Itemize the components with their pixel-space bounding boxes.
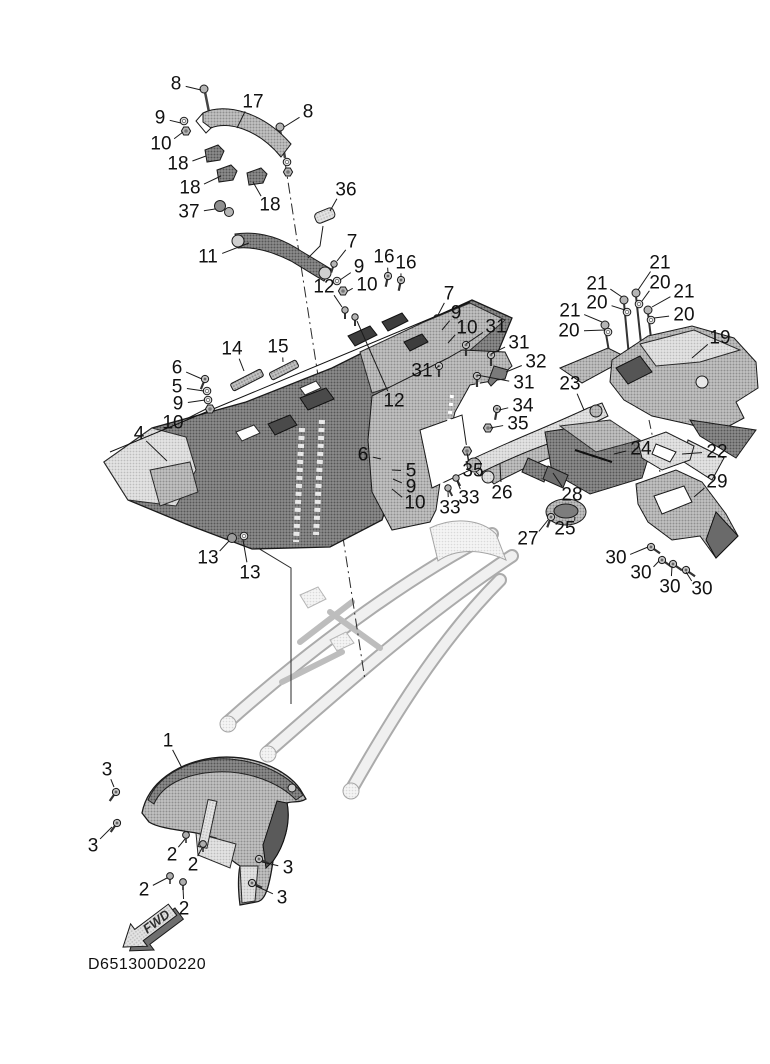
callout-label-30: 30 — [691, 578, 713, 600]
callout-label-25: 25 — [554, 518, 576, 540]
callout-label-10: 10 — [356, 274, 378, 296]
ghost-frame — [220, 521, 512, 799]
leader-line-2 — [153, 878, 167, 885]
fwd-arrow — [115, 897, 188, 964]
callout-label-31: 31 — [508, 332, 530, 354]
leader-line-27 — [539, 520, 548, 531]
front-fender-group — [107, 757, 306, 905]
callout-label-3: 3 — [276, 887, 288, 909]
strip-14 — [230, 369, 264, 392]
callout-label-5: 5 — [171, 376, 183, 398]
leader-line-7 — [337, 250, 346, 261]
callout-label-14: 14 — [221, 338, 243, 360]
callout-label-8: 8 — [302, 101, 314, 123]
bolt-8a — [200, 85, 208, 93]
callout-label-7: 7 — [346, 231, 358, 253]
leader-line-21 — [652, 297, 670, 307]
cap-36 — [313, 207, 336, 225]
callout-label-2: 2 — [138, 879, 150, 901]
callout-label-35: 35 — [462, 460, 484, 482]
callout-label-33: 33 — [439, 497, 461, 519]
leader-line-13 — [220, 541, 229, 551]
callout-label-28: 28 — [561, 484, 583, 506]
leader-line-21 — [584, 315, 602, 322]
callout-label-6: 6 — [357, 444, 369, 466]
damper-18b — [217, 165, 237, 182]
leader-line-9 — [188, 400, 205, 403]
callout-label-19: 19 — [709, 327, 731, 349]
callout-label-3: 3 — [282, 857, 294, 879]
callout-label-27: 27 — [517, 528, 539, 550]
callout-label-9: 9 — [405, 476, 417, 498]
leader-line-20 — [642, 291, 649, 301]
leader-line-10 — [174, 132, 183, 139]
callout-label-10: 10 — [404, 492, 426, 514]
leader-line-2 — [178, 839, 185, 847]
callout-label-8: 8 — [170, 73, 182, 95]
rear-stay-group — [466, 403, 652, 529]
callout-label-12: 12 — [383, 390, 405, 412]
callout-label-31: 31 — [485, 316, 507, 338]
stay-11 — [235, 233, 331, 281]
leader-line-18 — [192, 156, 206, 161]
drawing-code: D651300D0220 — [88, 956, 207, 973]
leader-line-8 — [284, 117, 300, 127]
callout-label-13: 13 — [197, 547, 219, 569]
callout-label-26: 26 — [491, 482, 513, 504]
bolt-21c — [644, 306, 652, 314]
callout-label-2: 2 — [187, 854, 199, 876]
bolt-21b — [632, 289, 640, 297]
callout-label-12: 12 — [313, 276, 335, 298]
leader-line-9 — [170, 120, 181, 123]
callout-label-18: 18 — [167, 153, 189, 175]
callout-label-5: 5 — [405, 460, 417, 482]
callout-label-10: 10 — [162, 412, 184, 434]
leader-line-6 — [186, 372, 202, 379]
callout-label-3: 3 — [87, 835, 99, 857]
leader-line-10 — [348, 288, 353, 291]
callout-label-30: 30 — [659, 576, 681, 598]
callout-label-2: 2 — [166, 844, 178, 866]
callout-label-22: 22 — [706, 441, 728, 463]
callout-label-15: 15 — [267, 336, 289, 358]
clamp-37 — [215, 201, 226, 212]
callout-label-31: 31 — [513, 372, 535, 394]
callout-label-9: 9 — [450, 302, 462, 324]
bolt-21a — [620, 296, 628, 304]
callout-label-32: 32 — [525, 351, 547, 373]
leader-line-8 — [186, 86, 201, 90]
callout-label-31: 31 — [411, 360, 433, 382]
callout-label-10: 10 — [456, 317, 478, 339]
callout-label-20: 20 — [649, 272, 671, 294]
callout-label-3: 3 — [101, 759, 113, 781]
leader-line-20 — [584, 330, 605, 331]
callout-label-1: 1 — [162, 730, 174, 752]
callout-label-23: 23 — [559, 373, 581, 395]
callout-label-9: 9 — [353, 256, 365, 278]
callout-label-9: 9 — [172, 393, 184, 415]
callout-label-21: 21 — [586, 273, 608, 295]
callout-label-34: 34 — [512, 395, 534, 417]
callout-label-20: 20 — [673, 304, 695, 326]
damper-18c — [247, 168, 267, 185]
callout-label-9: 9 — [154, 107, 166, 129]
callout-label-24: 24 — [630, 438, 652, 460]
callout-label-16: 16 — [395, 252, 417, 274]
strip-15 — [269, 360, 299, 381]
leader-line-23 — [577, 394, 584, 410]
callout-label-17: 17 — [242, 91, 264, 113]
damper-18a — [205, 145, 224, 162]
callout-label-18: 18 — [179, 177, 201, 199]
callout-label-10: 10 — [150, 133, 172, 155]
leader-line-21 — [610, 289, 622, 297]
callout-label-13: 13 — [239, 562, 261, 584]
leader-line-30 — [630, 547, 648, 554]
callout-label-36: 36 — [335, 179, 357, 201]
callout-label-35: 35 — [507, 413, 529, 435]
callout-label-7: 7 — [443, 283, 455, 305]
leader-line-12 — [334, 295, 342, 307]
leader-line-1 — [173, 750, 182, 768]
callout-label-20: 20 — [558, 320, 580, 342]
fwd-label: FWD — [139, 906, 173, 937]
callout-label-30: 30 — [605, 547, 627, 569]
leader-line-30 — [671, 566, 672, 576]
callout-label-4: 4 — [133, 423, 145, 445]
callout-label-21: 21 — [649, 252, 671, 274]
leader-line-20 — [612, 306, 625, 310]
callout-label-29: 29 — [706, 471, 728, 493]
bolt-8b — [276, 123, 284, 131]
leader-line-30 — [653, 561, 659, 567]
leader-line-37 — [204, 209, 215, 211]
leader-line-2 — [183, 887, 184, 899]
callout-label-30: 30 — [630, 562, 652, 584]
leader-line-3 — [100, 827, 112, 839]
leader-line-9 — [340, 273, 351, 280]
leader-line-14 — [239, 359, 244, 371]
callout-label-37: 37 — [178, 201, 200, 223]
callout-label-21: 21 — [673, 281, 695, 303]
callout-label-21: 21 — [559, 300, 581, 322]
callout-label-20: 20 — [586, 292, 608, 314]
callout-label-2: 2 — [178, 898, 190, 920]
leader-line-36 — [330, 199, 337, 211]
leader-line-20 — [654, 316, 669, 318]
callout-label-18: 18 — [259, 194, 281, 216]
callout-label-6: 6 — [171, 357, 183, 379]
callout-label-16: 16 — [373, 246, 395, 268]
callout-label-33: 33 — [458, 487, 480, 509]
callout-label-11: 11 — [198, 246, 218, 268]
